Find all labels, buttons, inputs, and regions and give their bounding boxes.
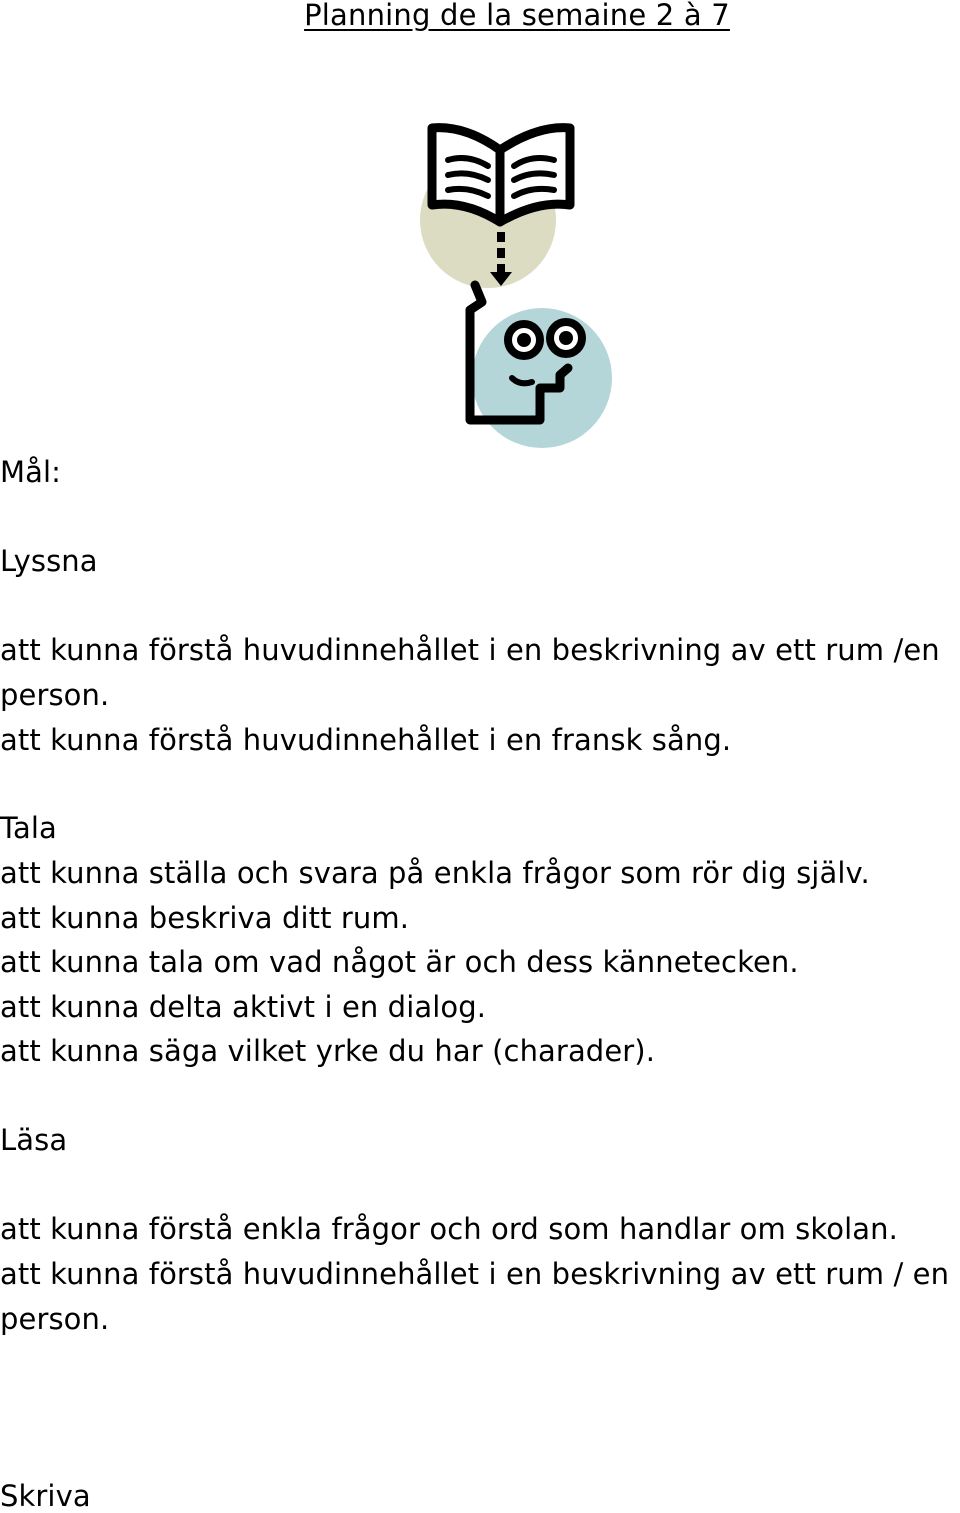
goal-line: att kunna förstå huvudinnehållet i en beskrivning av ett rum /en: [0, 633, 940, 667]
goal-line: person.: [0, 1302, 110, 1336]
goal-line: att kunna förstå enkla frågor och ord som handlar om skolan.: [0, 1212, 898, 1246]
goal-line: att kunna säga vilket yrke du har (charader).: [0, 1034, 656, 1068]
section-heading-skriva: Skriva: [0, 1479, 91, 1513]
section-heading-tala: Tala: [0, 811, 57, 845]
goal-line: att kunna förstå huvudinnehållet i en fransk sång.: [0, 723, 732, 757]
section-heading-lyssna: Lyssna: [0, 544, 98, 578]
goal-line: att kunna beskriva ditt rum.: [0, 901, 410, 935]
goals-label: Mål:: [0, 455, 62, 489]
book-reader-icon: [420, 120, 620, 455]
page-title: Planning de la semaine 2 à 7: [304, 0, 730, 32]
goal-line: att kunna ställa och svara på enkla frågor som rör dig själv.: [0, 856, 870, 890]
goal-line: att kunna förstå huvudinnehållet i en beskrivning av ett rum / en: [0, 1257, 950, 1291]
goal-line: att kunna delta aktivt i en dialog.: [0, 990, 487, 1024]
goal-line: person.: [0, 678, 110, 712]
section-heading-lasa: Läsa: [0, 1123, 68, 1157]
goal-line: att kunna tala om vad något är och dess kännetecken.: [0, 945, 799, 979]
